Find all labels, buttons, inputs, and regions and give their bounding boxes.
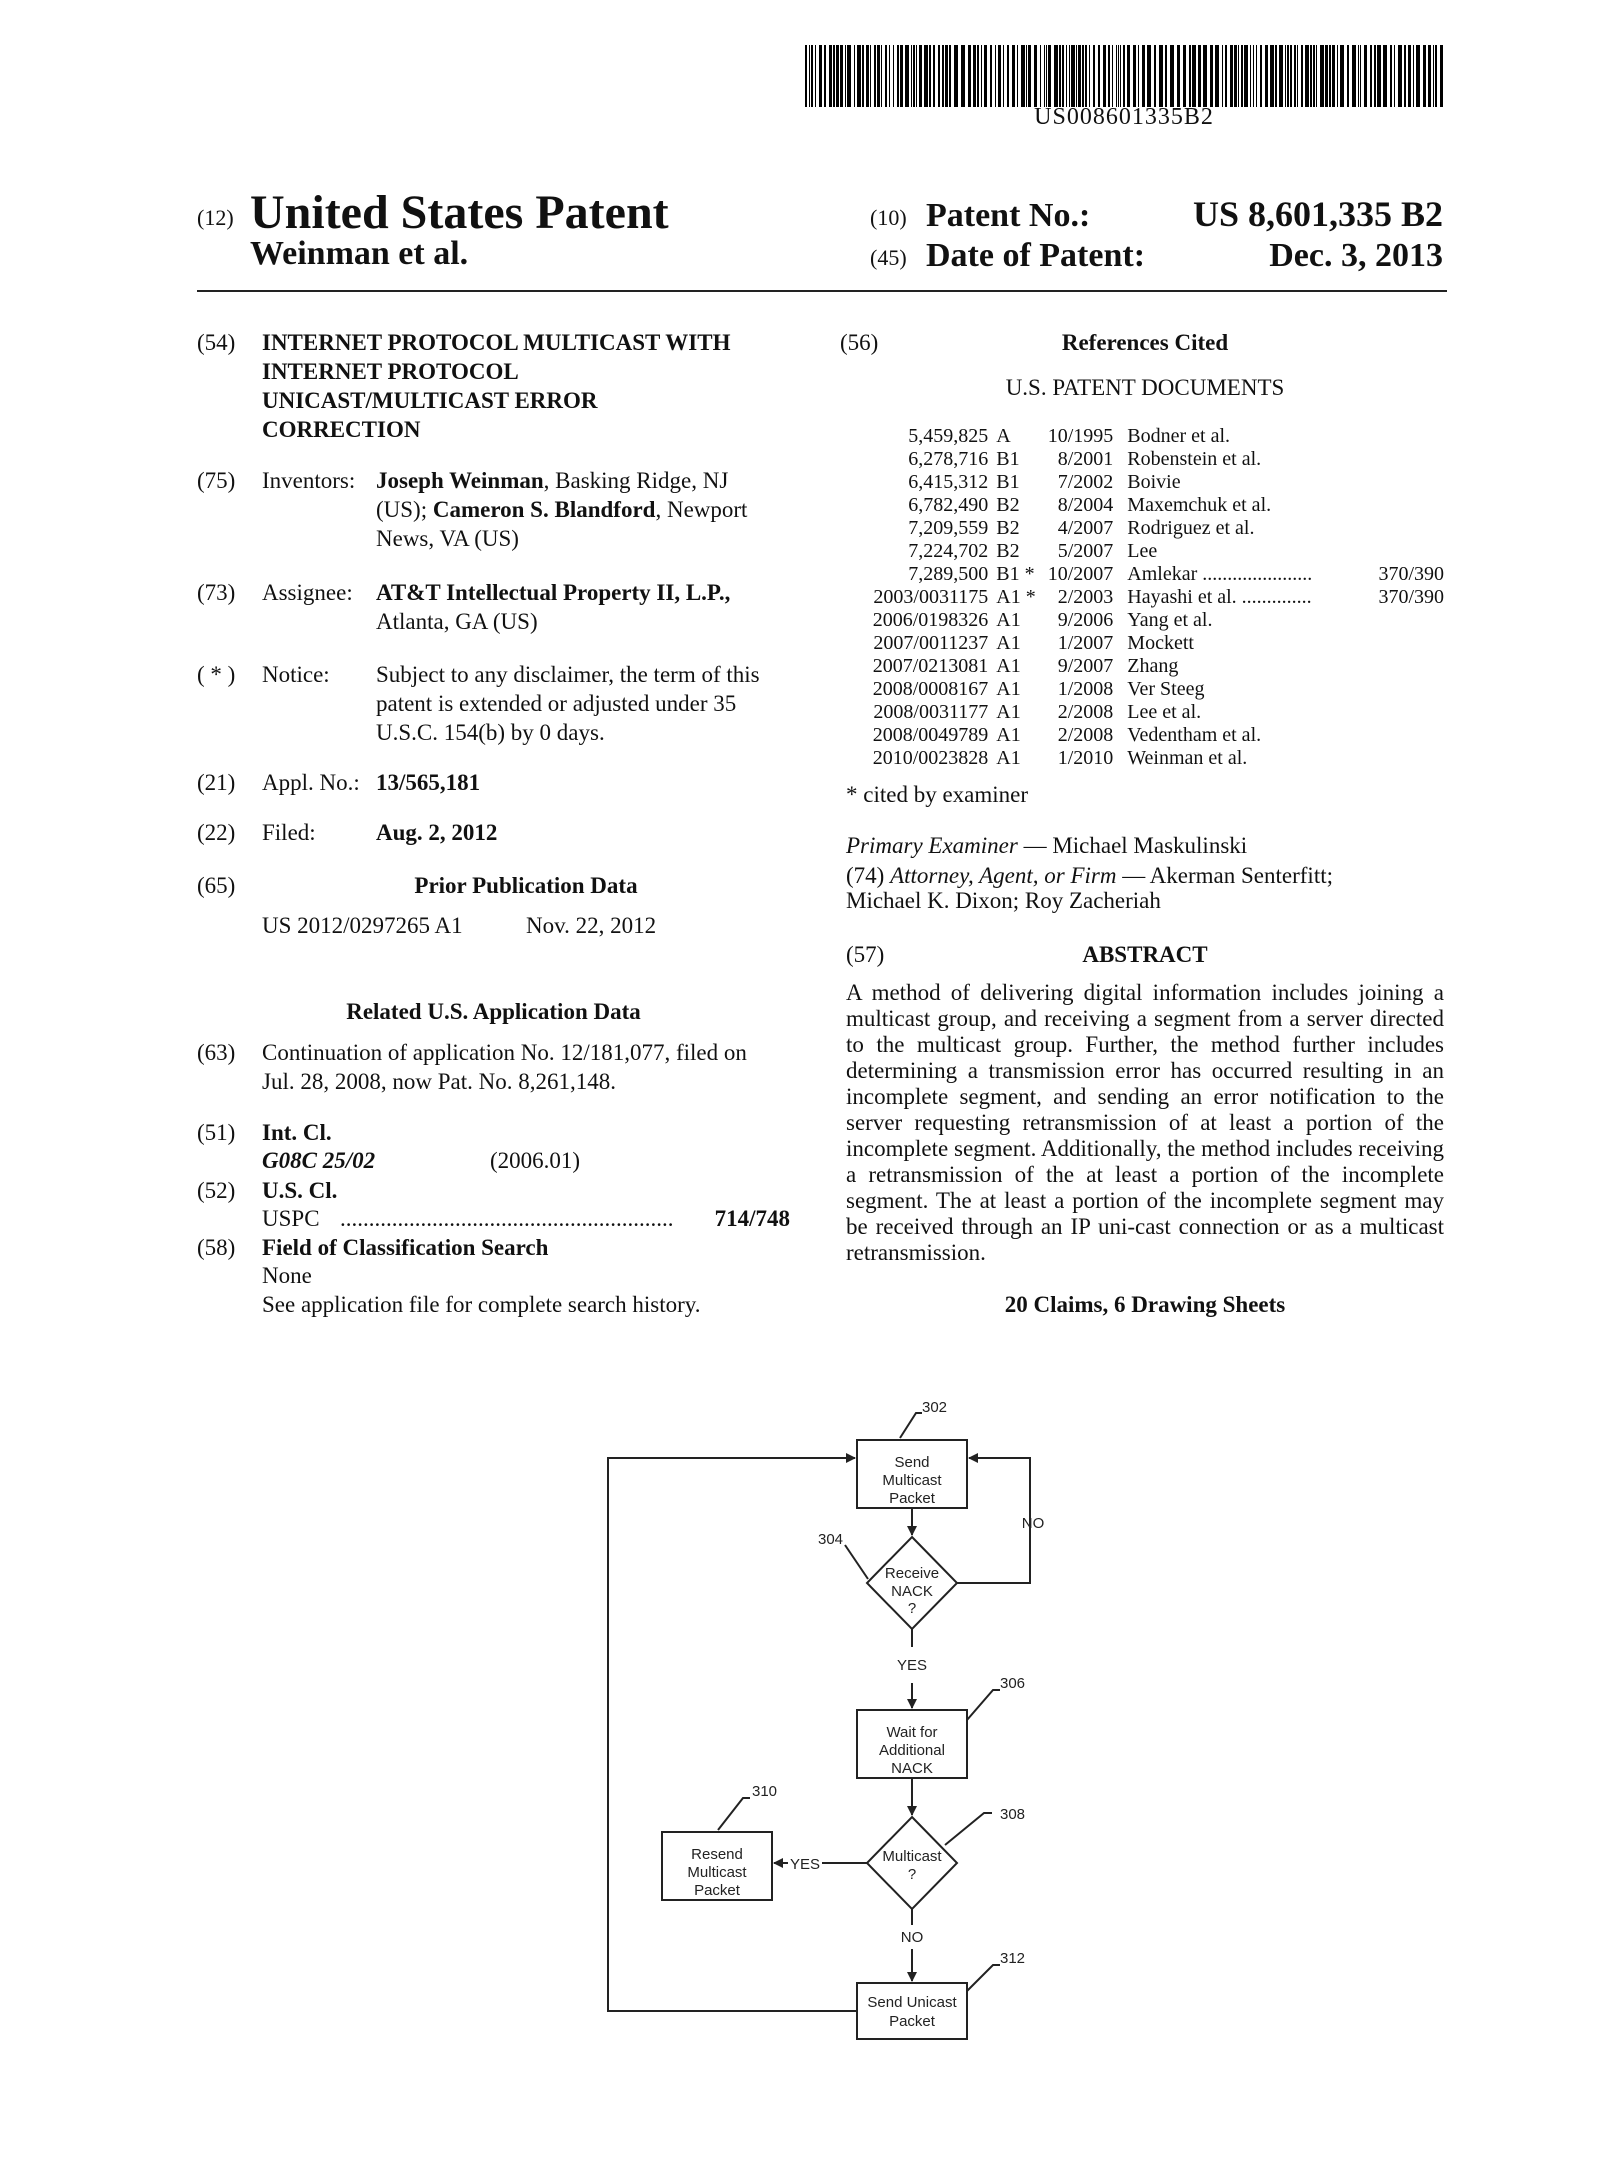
field-search-label: Field of Classification Search bbox=[262, 1235, 549, 1260]
ref-class bbox=[1369, 701, 1444, 724]
ref-class bbox=[1369, 632, 1444, 655]
reference-row bbox=[851, 655, 1444, 678]
leader-304 bbox=[845, 1545, 868, 1579]
code-58: (58) bbox=[197, 1235, 236, 1260]
ref-kind: B2 bbox=[996, 517, 1020, 539]
code-57: (57) bbox=[846, 942, 885, 967]
ref-date: 4/2007 bbox=[1057, 517, 1114, 539]
ref-class bbox=[1369, 425, 1444, 448]
ref-number: 2008/0031177 bbox=[873, 701, 989, 723]
ref-name: Ver Steeg bbox=[1127, 678, 1205, 700]
patent-no-label: Patent No.: bbox=[926, 197, 1091, 234]
ref-number: 6,782,490 bbox=[908, 494, 989, 516]
reference-row bbox=[851, 632, 1444, 655]
ref-name: Lee et al. bbox=[1127, 701, 1202, 723]
code-51: (51) bbox=[197, 1120, 236, 1145]
publication-number: US008601335B2 bbox=[1034, 104, 1214, 130]
date-of-patent-label: Date of Patent: bbox=[926, 237, 1146, 274]
reference-row bbox=[851, 517, 1444, 540]
wait-nack-line3: NACK bbox=[891, 1760, 933, 1777]
ref-date: 8/2001 bbox=[1057, 448, 1114, 470]
ref-number: 2008/0008167 bbox=[872, 678, 989, 700]
ref-number: 7,209,559 bbox=[908, 517, 989, 539]
ref-date: 9/2006 bbox=[1057, 609, 1114, 631]
document-type-title: United States Patent bbox=[250, 186, 669, 239]
reference-row bbox=[851, 747, 1444, 770]
code-73: (73) bbox=[197, 580, 236, 605]
ref-class bbox=[1369, 655, 1444, 678]
multicast-q-line1: Multicast bbox=[882, 1848, 942, 1865]
notice-label: Notice: bbox=[262, 662, 330, 687]
assignee: AT&T Intellectual Property II, L.P., Atlanta, GA (US) bbox=[376, 580, 731, 634]
code-52: (52) bbox=[197, 1178, 236, 1203]
authors: Weinman et al. bbox=[250, 235, 469, 272]
code-56: (56) bbox=[840, 330, 879, 355]
ref-name: Amlekar ...................... bbox=[1127, 563, 1313, 585]
ref-302: 302 bbox=[922, 1399, 948, 1416]
prior-publication-date: Nov. 22, 2012 bbox=[526, 913, 657, 938]
ref-name: Rodriguez et al. bbox=[1127, 517, 1255, 539]
code-22: (22) bbox=[197, 820, 236, 845]
resend-line2: Multicast bbox=[687, 1864, 747, 1881]
ref-kind: A bbox=[996, 425, 1011, 447]
ref-number: 2003/0031175 bbox=[873, 586, 989, 608]
us-patent-documents-heading: U.S. PATENT DOCUMENTS bbox=[1005, 375, 1285, 400]
ref-number: 2010/0023828 bbox=[872, 747, 989, 769]
ref-name: Vedentham et al. bbox=[1127, 724, 1262, 746]
ref-number: 2007/0213081 bbox=[872, 655, 989, 677]
ref-class: 370/390 bbox=[1378, 586, 1444, 608]
references-heading: References Cited bbox=[1061, 330, 1229, 355]
prior-publication-heading: Prior Publication Data bbox=[414, 873, 638, 898]
prior-publication-number: US 2012/0297265 A1 bbox=[262, 913, 463, 938]
ref-306: 306 bbox=[1000, 1675, 1026, 1692]
yes-label-top: YES bbox=[896, 1657, 928, 1674]
ref-date: 9/2007 bbox=[1057, 655, 1114, 677]
appl-no-label: Appl. No.: bbox=[262, 770, 360, 795]
code-12: (12) bbox=[197, 205, 234, 230]
receive-nack-line1: Receive bbox=[884, 1565, 940, 1582]
ref-name: Boivie bbox=[1127, 471, 1181, 493]
ref-kind: B2 bbox=[996, 494, 1020, 516]
ref-kind: A1 bbox=[996, 655, 1021, 677]
ref-304: 304 bbox=[818, 1531, 844, 1548]
attorney-line: (74) Attorney, Agent, or Firm — Akerman Senterfitt; bbox=[846, 863, 1333, 888]
uspc-label: USPC bbox=[262, 1206, 320, 1231]
ref-class bbox=[1369, 747, 1444, 770]
uspc-value: 714/748 bbox=[714, 1206, 790, 1231]
inventors: Joseph Weinman, Basking Ridge, NJ (US); Cameron S. Blandford, Newport News, VA (US) bbox=[376, 468, 748, 551]
continuation-text: Continuation of application No. 12/181,077, filed on Jul. 28, 2008, now Pat. No. 8,261,148. bbox=[262, 1040, 747, 1094]
reference-row bbox=[851, 609, 1444, 632]
reference-row bbox=[851, 448, 1444, 471]
ref-kind: A1 bbox=[996, 724, 1021, 746]
send-unicast-box bbox=[857, 1983, 967, 2039]
reference-row bbox=[851, 724, 1444, 747]
no-label-loop: NO bbox=[1021, 1515, 1045, 1532]
ref-class bbox=[1369, 540, 1444, 563]
ref-kind: A1 bbox=[996, 609, 1021, 631]
ref-number: 2006/0198326 bbox=[872, 609, 989, 631]
abstract-text: A method of delivering digital information includes joining a multicast group, and receiving a segment from a server directed to the multicast group. Further, the method further includes determining a transmission error has occurred resulting in an incomplete segment, and sending an error notification to the server requesting retransmission of at least a portion of the incomplete segment. Additionally, the method includes receiving a retransmission of the at least a portion of the incomplete segment. The at least a portion of the incomplete segment may be received through an IP uni-cast connection or as a multicast retransmission. bbox=[846, 980, 1444, 1265]
resend-line3: Packet bbox=[694, 1882, 740, 1899]
field-search-note: See application file for complete search history. bbox=[262, 1292, 701, 1317]
ref-kind: A1 * bbox=[996, 586, 1036, 608]
send-multicast-line2: Multicast bbox=[882, 1472, 942, 1489]
ref-kind: A1 bbox=[996, 632, 1021, 654]
ref-name: Bodner et al. bbox=[1127, 425, 1231, 447]
ref-date: 5/2007 bbox=[1057, 540, 1114, 562]
patent-barcode bbox=[805, 45, 1443, 107]
resend-line1: Resend bbox=[691, 1846, 743, 1863]
ref-308: 308 bbox=[1000, 1806, 1026, 1823]
ref-date: 1/2008 bbox=[1057, 678, 1114, 700]
ref-kind: A1 bbox=[996, 747, 1021, 769]
ref-date: 1/2007 bbox=[1057, 632, 1114, 654]
us-cl-label: U.S. Cl. bbox=[262, 1178, 338, 1203]
ref-date: 2/2008 bbox=[1057, 724, 1114, 746]
ref-name: Maxemchuk et al. bbox=[1127, 494, 1272, 516]
ref-kind: B1 bbox=[996, 448, 1020, 470]
ref-kind: B1 * bbox=[996, 563, 1035, 585]
wait-nack-line2: Additional bbox=[879, 1742, 945, 1759]
ref-date: 8/2004 bbox=[1057, 494, 1114, 516]
code-65: (65) bbox=[197, 873, 236, 898]
filed-label: Filed: bbox=[262, 820, 316, 845]
ref-name: Yang et al. bbox=[1127, 609, 1213, 631]
ref-name: Robenstein et al. bbox=[1127, 448, 1262, 470]
code-10: (10) bbox=[870, 205, 907, 230]
field-search-value: None bbox=[262, 1263, 312, 1288]
reference-row bbox=[851, 425, 1444, 448]
receive-nack-line3: ? bbox=[907, 1600, 917, 1617]
attorney-names: Michael K. Dixon; Roy Zacheriah bbox=[846, 888, 1161, 913]
ref-name: Zhang bbox=[1127, 655, 1179, 677]
ref-date: 2/2003 bbox=[1057, 586, 1114, 608]
int-cl-label: Int. Cl. bbox=[262, 1120, 332, 1145]
patent-number: US 8,601,335 B2 bbox=[1192, 194, 1443, 234]
reference-row bbox=[851, 494, 1444, 517]
code-21: (21) bbox=[197, 770, 236, 795]
notice-text: Subject to any disclaimer, the term of this patent is extended or adjusted under 35 U.S.C. 154(b) by 0 days. bbox=[376, 662, 760, 745]
assignee-label: Assignee: bbox=[262, 580, 353, 605]
ref-class: 370/390 bbox=[1378, 563, 1444, 585]
ref-class bbox=[1369, 471, 1444, 494]
int-cl-code: G08C 25/02 bbox=[262, 1148, 376, 1173]
ref-number: 2008/0049789 bbox=[872, 724, 989, 746]
header-rule bbox=[197, 290, 1447, 292]
multicast-q-line2: ? bbox=[907, 1866, 917, 1883]
ref-number: 5,459,825 bbox=[908, 425, 989, 447]
leader-312 bbox=[967, 1965, 1000, 1991]
primary-examiner: Primary Examiner — Michael Maskulinski bbox=[846, 833, 1248, 858]
send-multicast-line1: Send bbox=[894, 1454, 930, 1471]
cited-note: * cited by examiner bbox=[846, 782, 1029, 807]
references-table bbox=[851, 425, 1444, 770]
ref-number: 2007/0011237 bbox=[873, 632, 989, 654]
ref-name: Lee bbox=[1127, 540, 1158, 562]
leader-306 bbox=[967, 1690, 1000, 1720]
ref-kind: A1 bbox=[996, 678, 1021, 700]
reference-row bbox=[851, 678, 1444, 701]
leader-302 bbox=[900, 1413, 922, 1438]
related-application-heading: Related U.S. Application Data bbox=[346, 999, 641, 1024]
ref-class bbox=[1369, 678, 1444, 701]
reference-row bbox=[851, 701, 1444, 724]
int-cl-year: (2006.01) bbox=[490, 1148, 581, 1173]
ref-310: 310 bbox=[752, 1783, 778, 1800]
ref-name: Hayashi et al. .............. bbox=[1127, 586, 1312, 608]
ref-312: 312 bbox=[1000, 1950, 1026, 1967]
code-notice: ( * ) bbox=[197, 662, 236, 687]
ref-kind: B1 bbox=[996, 471, 1020, 493]
ref-date: 7/2002 bbox=[1057, 471, 1114, 493]
code-54: (54) bbox=[197, 330, 236, 355]
ref-class bbox=[1369, 494, 1444, 517]
ref-kind: A1 bbox=[996, 701, 1021, 723]
code-63: (63) bbox=[197, 1040, 236, 1065]
reference-row bbox=[851, 563, 1444, 586]
reference-row bbox=[851, 540, 1444, 563]
ref-date: 10/2007 bbox=[1047, 563, 1114, 585]
receive-nack-line2: NACK bbox=[891, 1583, 933, 1600]
code-75: (75) bbox=[197, 468, 236, 493]
ref-date: 10/1995 bbox=[1047, 425, 1114, 447]
ref-class bbox=[1369, 448, 1444, 471]
code-45: (45) bbox=[870, 245, 907, 270]
ref-number: 7,289,500 bbox=[908, 563, 989, 585]
abstract-heading: ABSTRACT bbox=[1082, 942, 1208, 967]
ref-name: Weinman et al. bbox=[1127, 747, 1248, 769]
ref-number: 6,278,716 bbox=[908, 448, 989, 470]
send-multicast-line3: Packet bbox=[889, 1490, 935, 1507]
ref-date: 2/2008 bbox=[1057, 701, 1114, 723]
ref-kind: B2 bbox=[996, 540, 1020, 562]
date-of-patent: Dec. 3, 2013 bbox=[1269, 237, 1443, 274]
reference-row bbox=[851, 586, 1444, 609]
flowchart-figure bbox=[600, 1385, 1060, 2055]
yes-label-left: YES bbox=[789, 1856, 821, 1873]
appl-no: 13/565,181 bbox=[376, 770, 481, 795]
filed-date: Aug. 2, 2012 bbox=[376, 820, 498, 845]
send-unicast-line1: Send Unicast bbox=[867, 1994, 957, 2011]
leader-310 bbox=[718, 1798, 750, 1830]
ref-name: Mockett bbox=[1127, 632, 1194, 654]
reference-row bbox=[851, 471, 1444, 494]
ref-date: 1/2010 bbox=[1057, 747, 1114, 769]
no-label-bottom: NO bbox=[900, 1929, 924, 1946]
uspc-leader: .......................................................... bbox=[340, 1206, 674, 1231]
send-unicast-line2: Packet bbox=[889, 2013, 935, 2030]
invention-title: INTERNET PROTOCOL MULTICAST WITH INTERNET PROTOCOL UNICAST/MULTICAST ERROR CORRECTION bbox=[262, 330, 731, 442]
ref-class bbox=[1369, 517, 1444, 540]
leader-308 bbox=[945, 1813, 992, 1845]
ref-number: 7,224,702 bbox=[908, 540, 989, 562]
claims-summary: 20 Claims, 6 Drawing Sheets bbox=[1004, 1292, 1286, 1317]
ref-number: 6,415,312 bbox=[908, 471, 989, 493]
wait-nack-line1: Wait for bbox=[886, 1724, 938, 1741]
ref-class bbox=[1369, 724, 1444, 747]
inventors-label: Inventors: bbox=[262, 468, 356, 493]
ref-class bbox=[1369, 609, 1444, 632]
